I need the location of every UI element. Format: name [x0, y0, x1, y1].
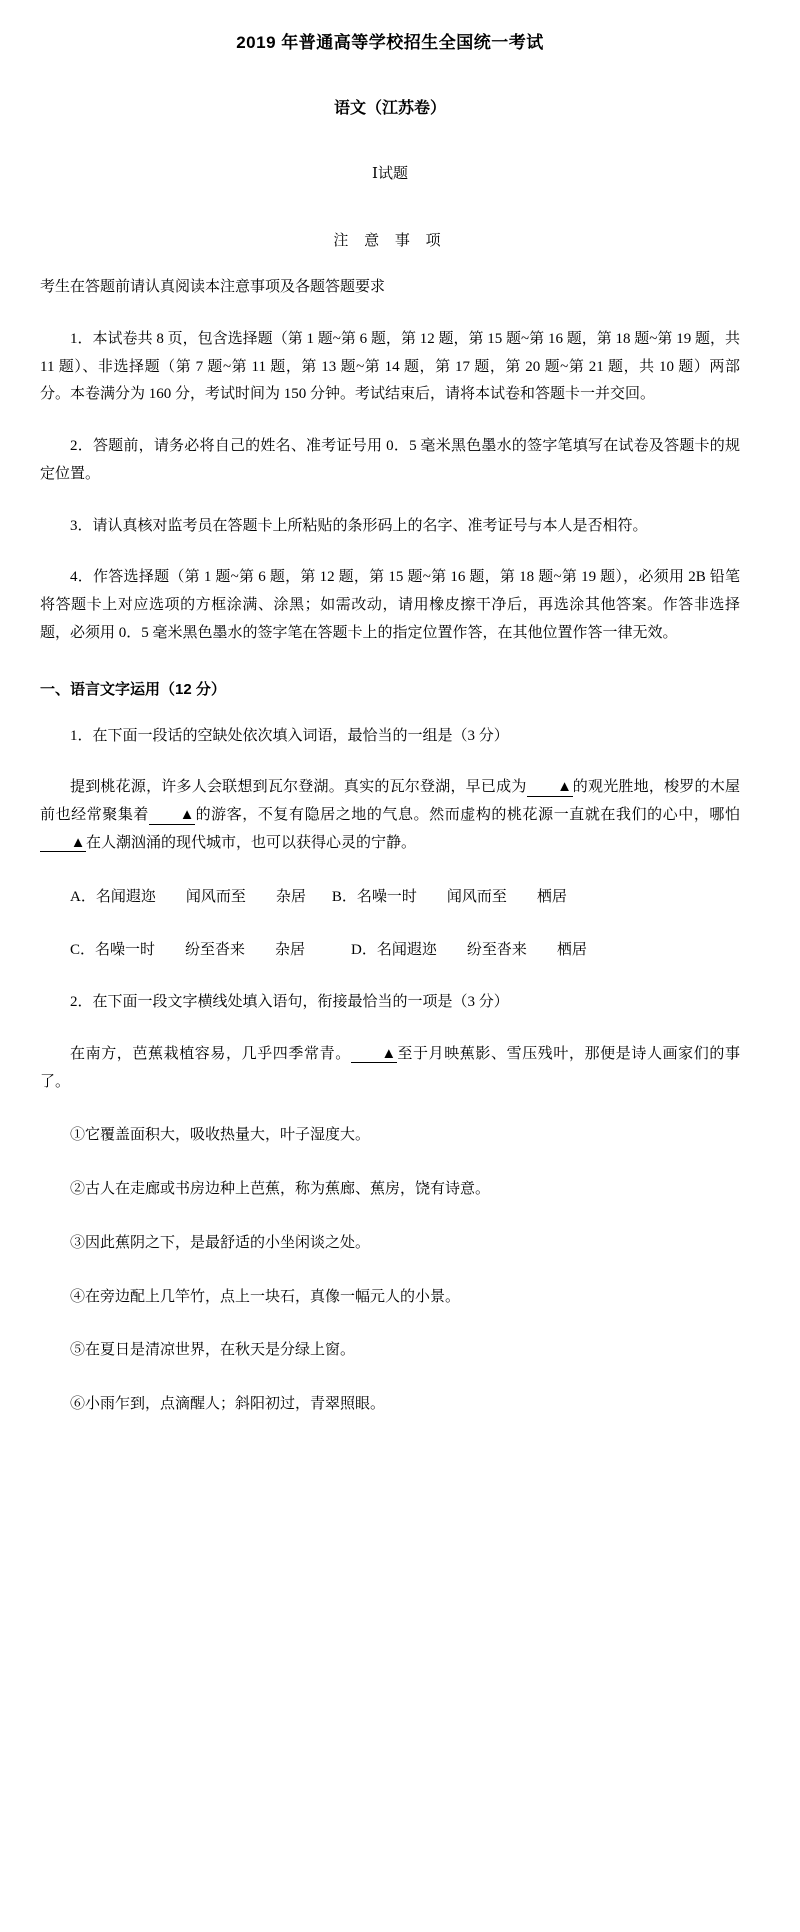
subject-title: 语文（江苏卷）	[333, 100, 446, 117]
question-2-item-4: ④在旁边配上几竿竹，点上一块石，真像一幅元人的小景。	[70, 1288, 461, 1305]
question-2-item-1: ①它覆盖面积大，吸收热量大，叶子湿度大。	[70, 1127, 371, 1144]
note-item-2: 2．答题前，请务必将自己的姓名、准考证号用 0．5 毫米黑色墨水的签字笔填写在试卷及答题卡的规定位置。	[40, 438, 740, 482]
instructions-lead: 考生在答题前请认真阅读本注意事项及各题答题要求	[40, 279, 386, 295]
q1-option-a-text: 名闻遐迩 闻风而至 杂居	[95, 888, 306, 905]
q1-passage-seg-1: 提到桃花源，许多人会联想到瓦尔登湖。真实的瓦尔登湖，早已成为	[70, 779, 527, 796]
section-heading-language-use: 一、语言文字运用（12 分）	[40, 680, 226, 698]
q1-option-b-label: B．	[331, 888, 357, 905]
question-1-stem: 1．在下面一段话的空缺处依次填入词语，最恰当的一组是（3 分）	[70, 727, 509, 744]
question-2-item-5: ⑤在夏日是清凉世界，在秋天是分绿上窗。	[70, 1342, 356, 1359]
q1-option-b-text: 名噪一时 闻风而至 栖居	[356, 888, 567, 905]
question-2-stem: 2．在下面一段文字横线处填入语句，衔接最恰当的一项是（3 分）	[70, 994, 509, 1010]
q1-passage-seg-3: 木屋前也经常聚集着	[40, 779, 740, 823]
note-item-1: 1．本试卷共 8 页，包含选择题（第 1 题~第 6 题，第 12 题，第 15 题~第 16 题，第 18 题~第 19 题，共 11 题）、非选择题（第 7 题~第 11 题，第 13 题~第 14 题，第 17 题，第 20 题~第 21 题，共 10 题）两部分。本卷满分为 160 分，考试时间为 150 分钟。考试结束后，请将本试卷和答题卡一并交回。	[40, 330, 740, 403]
note-item-4: 4．作答选择题（第 1 题~第 6 题，第 12 题，第 15 题~第 16 题，第 18 题~第 19 题），必须用 2B 铅笔将答题卡上对应选项的方框涂满、涂黑；如需改动，请用橡皮擦干净后，再选涂其他答案。作答非选择题，必须用 0．5 毫米黑色墨水的签字笔在答题卡上的指定位置作答，在其他位置作答一律无效。	[40, 569, 740, 641]
question-2-item-2: ②古人在走廊或书房边种上芭蕉，称为蕉廊、蕉房，饶有诗意。	[70, 1181, 491, 1197]
part-label: Ⅰ试题	[372, 166, 408, 182]
q1-passage-seg-2: 的观光胜地，梭罗的	[572, 779, 710, 796]
q1-option-a-label: A．	[70, 888, 96, 905]
q2-passage-seg-1: 在南方，芭蕉栽植容易，几乎四季常青。	[70, 1045, 351, 1062]
page-title: 2019 年普通高等学校招生全国统一考试	[236, 33, 544, 52]
question-2-passage	[40, 1041, 740, 1097]
notice-heading: 注 意 事 项	[333, 233, 447, 249]
q1-blank-1: ▲	[527, 779, 573, 797]
question-2-item-3: ③因此蕉阴之下，是最舒适的小坐闲谈之处。	[70, 1234, 371, 1251]
q1-blank-2: ▲	[149, 807, 195, 825]
q2-passage-seg-2: 至于月映蕉影、雪压残叶，那便是诗人画家们的事了。	[40, 1045, 740, 1090]
q1-option-d-label: D．	[351, 942, 377, 959]
q1-option-c-text: 名噪一时 纷至沓来 杂居	[95, 942, 306, 959]
question-1-options-row-2	[40, 937, 740, 965]
q1-passage-seg-4: 的游客，不复有隐居之地的气息。然而虚构的桃花源一直就在我们的心中，哪怕	[195, 807, 740, 823]
question-1-passage	[40, 774, 740, 857]
q1-option-c-label: C．	[70, 942, 96, 959]
q1-option-d-text: 名闻遐迩 纷至沓来 栖居	[376, 942, 587, 959]
note-item-3: 3．请认真核对监考员在答题卡上所粘贴的条形码上的名字、准考证号与本人是否相符。	[70, 517, 648, 534]
question-2-item-6: ⑥小雨乍到，点滴醒人；斜阳初过，青翠照眼。	[70, 1396, 386, 1412]
q2-blank-1: ▲	[351, 1046, 397, 1064]
q1-passage-seg-5: 在人潮汹涌的现代城市，也可以获得心灵的宁静。	[86, 834, 417, 851]
q1-blank-3: ▲	[40, 835, 86, 853]
question-1-options-row-1	[40, 884, 740, 912]
